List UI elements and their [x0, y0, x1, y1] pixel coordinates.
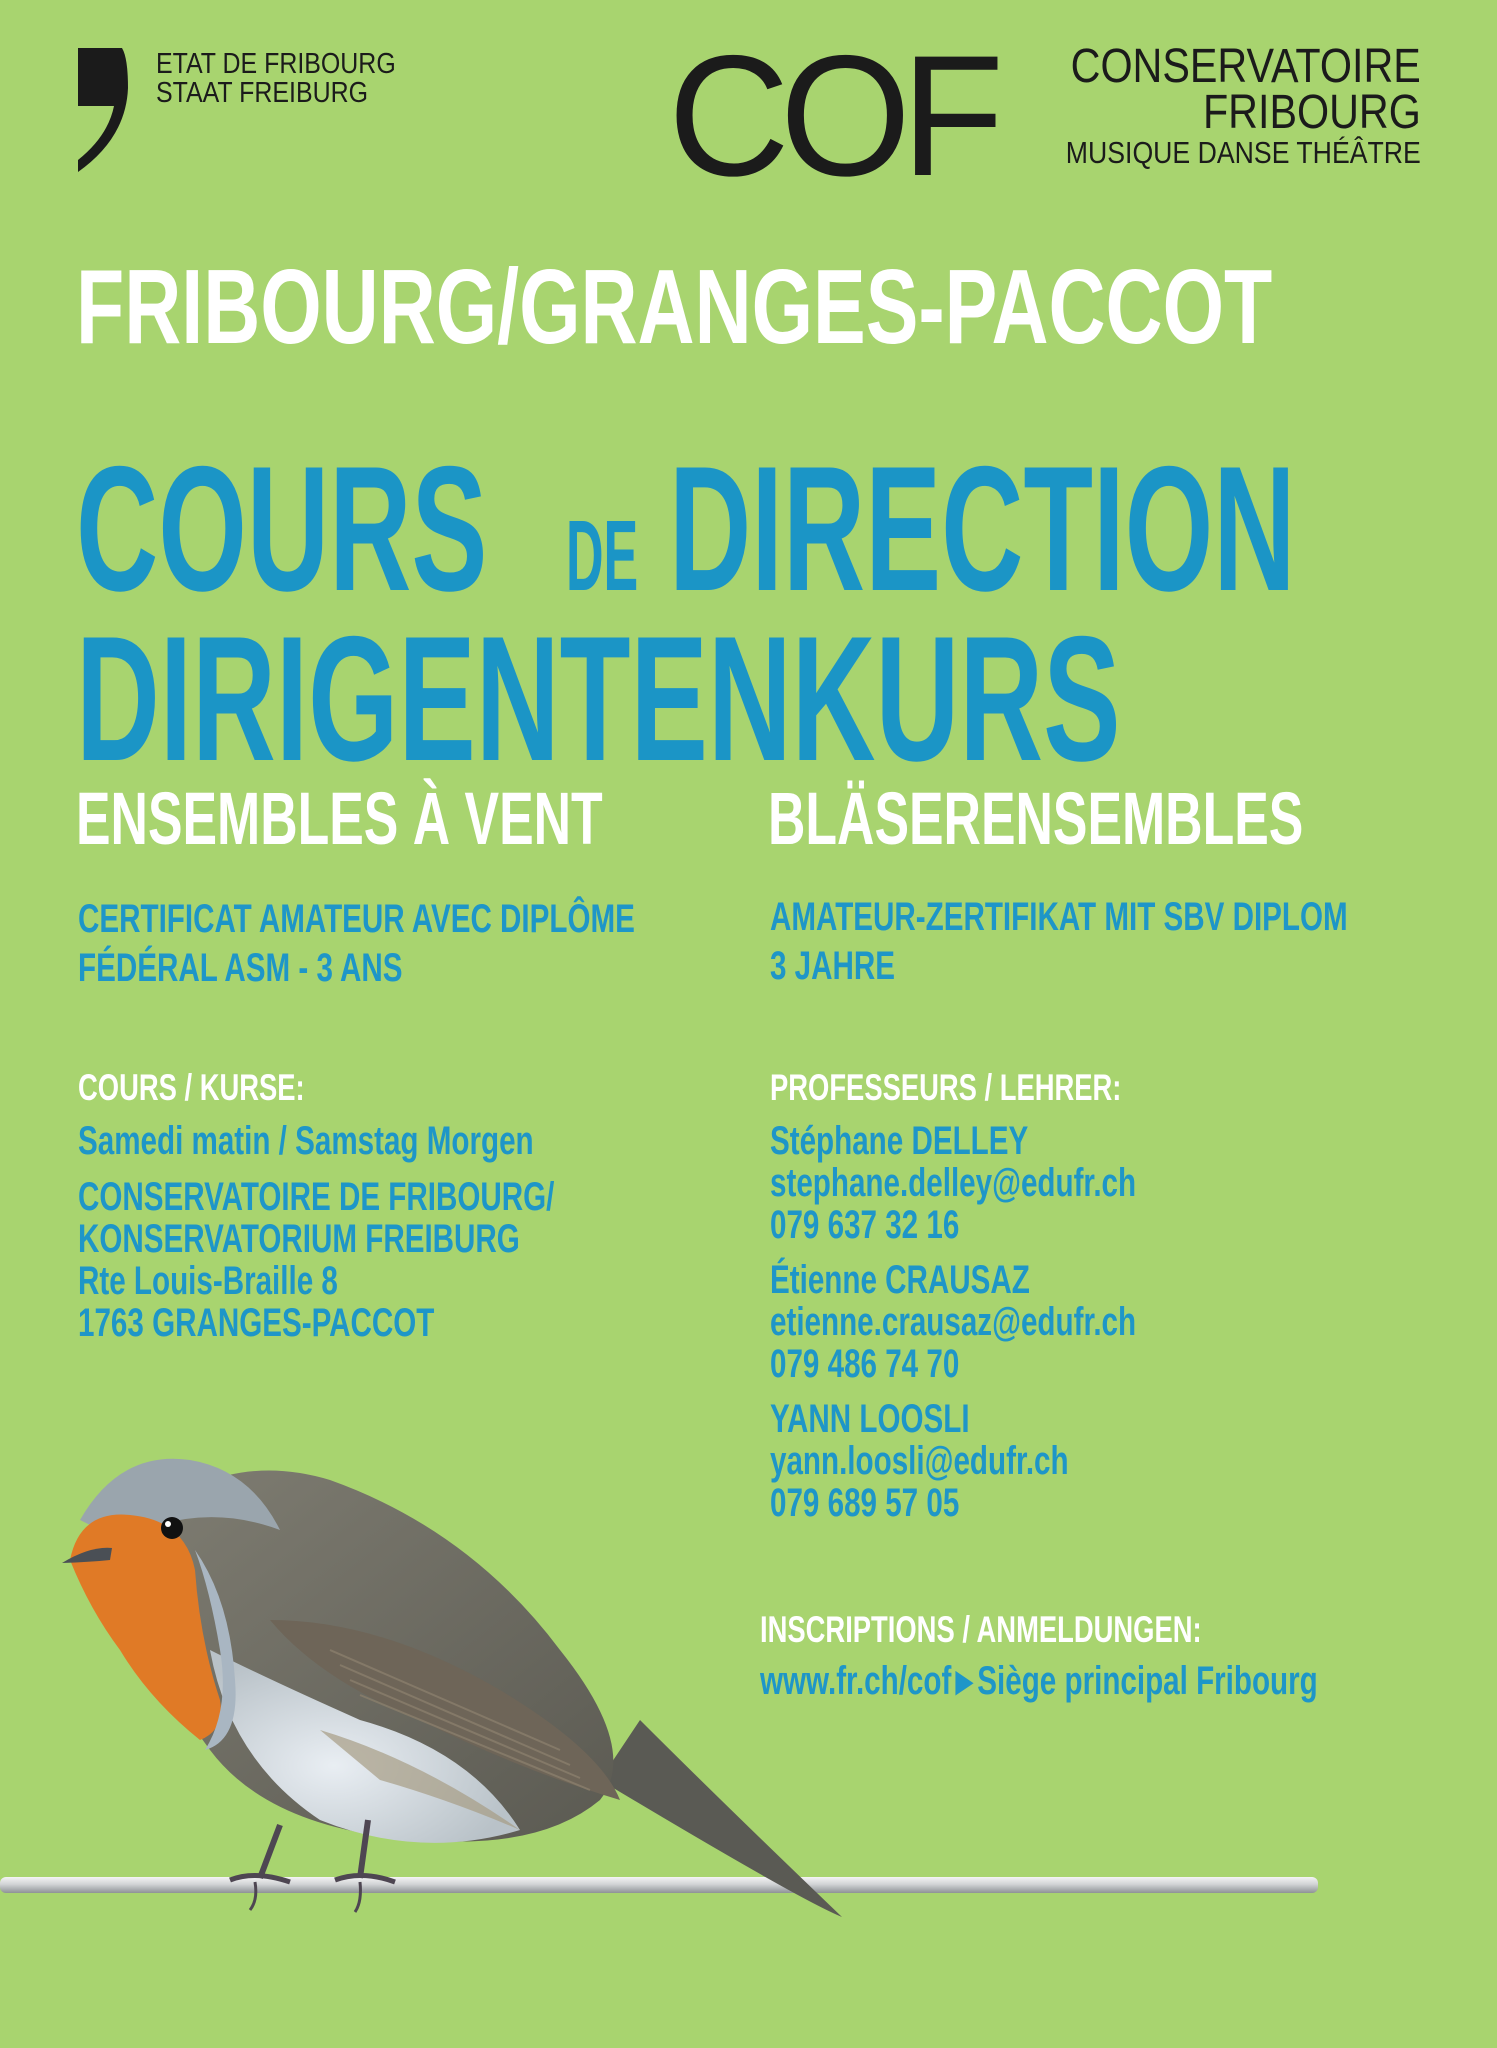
- certificate-de-line-2: 3 JAHRE: [770, 944, 896, 988]
- address-line-1: CONSERVATOIRE DE FRIBOURG/: [78, 1175, 555, 1219]
- address-line-2: KONSERVATORIUM FREIBURG: [78, 1217, 520, 1261]
- title-line-2: [76, 599, 1497, 798]
- registration-label-text: INSCRIPTIONS / ANMELDUNGEN:: [760, 1609, 1202, 1650]
- teachers-label: [770, 1068, 1245, 1108]
- teacher-email[interactable]: etienne.crausaz@edufr.ch: [770, 1300, 1137, 1344]
- cof-line-3: MUSIQUE DANSE THÉÂTRE: [1065, 135, 1421, 170]
- etat-line-2: STAAT FREIBURG: [156, 77, 369, 109]
- certificate-fr: [78, 895, 831, 993]
- location-headline: [76, 248, 1497, 366]
- location-text: FRIBOURG/GRANGES-PACCOT: [76, 248, 1273, 366]
- teachers-label-text: PROFESSEURS / LEHRER:: [770, 1067, 1122, 1108]
- subtitle-fr: [76, 777, 828, 860]
- courses-label: [78, 1068, 384, 1108]
- teacher-name: Stéphane DELLEY: [770, 1119, 1029, 1163]
- subtitle-de: [768, 777, 1497, 860]
- teacher-phone: 079 486 74 70: [770, 1342, 960, 1386]
- courses-address: [78, 1176, 722, 1344]
- cof-acronym: [668, 20, 1001, 212]
- teacher-phone: 079 637 32 16: [770, 1203, 960, 1247]
- cof-name-block: [1008, 40, 1421, 170]
- address-line-3: Rte Louis-Braille 8: [78, 1259, 338, 1303]
- certificate-de: [770, 893, 1497, 991]
- teacher-name: Étienne CRAUSAZ: [770, 1258, 1030, 1302]
- title-word-direction: DIRECTION: [669, 429, 1296, 628]
- title-word-cours: COURS: [76, 429, 488, 628]
- certificate-fr-line-2: FÉDÉRAL ASM - 3 ANS: [78, 946, 403, 990]
- teacher-phone: 079 689 57 05: [770, 1481, 960, 1525]
- teacher-email[interactable]: yann.loosli@edufr.ch: [770, 1439, 1069, 1483]
- etat-fribourg-text: [156, 50, 435, 108]
- subtitle-de-text: BLÄSERENSEMBLES: [768, 777, 1304, 860]
- teacher-entry: [770, 1120, 1265, 1246]
- title-connector-de: DE: [566, 500, 639, 612]
- courses-label-text: COURS / KURSE:: [78, 1067, 305, 1108]
- teacher-email[interactable]: stephane.delley@edufr.ch: [770, 1161, 1137, 1205]
- cof-line-2: FRIBOURG: [1203, 86, 1421, 139]
- robin-bird-icon: [0, 1420, 1330, 1940]
- play-arrow-icon: ▶: [955, 1665, 973, 1698]
- registration-url[interactable]: www.fr.ch/cof: [760, 1659, 952, 1703]
- courses-time: [78, 1120, 694, 1162]
- certificate-fr-line-1: CERTIFICAT AMATEUR AVEC DIPLÔME: [78, 897, 635, 941]
- courses-time-text: Samedi matin / Samstag Morgen: [78, 1119, 534, 1163]
- teacher-name: YANN LOOSLI: [770, 1397, 970, 1441]
- etat-line-1: ETAT DE FRIBOURG: [156, 48, 396, 80]
- address-line-4: 1763 GRANGES-PACCOT: [78, 1301, 435, 1345]
- comma-mark-icon: [78, 48, 144, 172]
- title-dirigentenkurs: DIRIGENTENKURS: [76, 599, 1121, 798]
- cof-line-1: CONSERVATOIRE: [1070, 40, 1421, 93]
- registration-destination: Siège principal Fribourg: [977, 1659, 1318, 1703]
- cof-acronym-text: COF: [668, 20, 995, 212]
- certificate-de-line-1: AMATEUR-ZERTIFIKAT MIT SBV DIPLOM: [770, 895, 1348, 939]
- title-line-1: [76, 429, 1296, 628]
- subtitle-fr-text: ENSEMBLES À VENT: [76, 777, 603, 860]
- teacher-entry: [770, 1259, 1265, 1385]
